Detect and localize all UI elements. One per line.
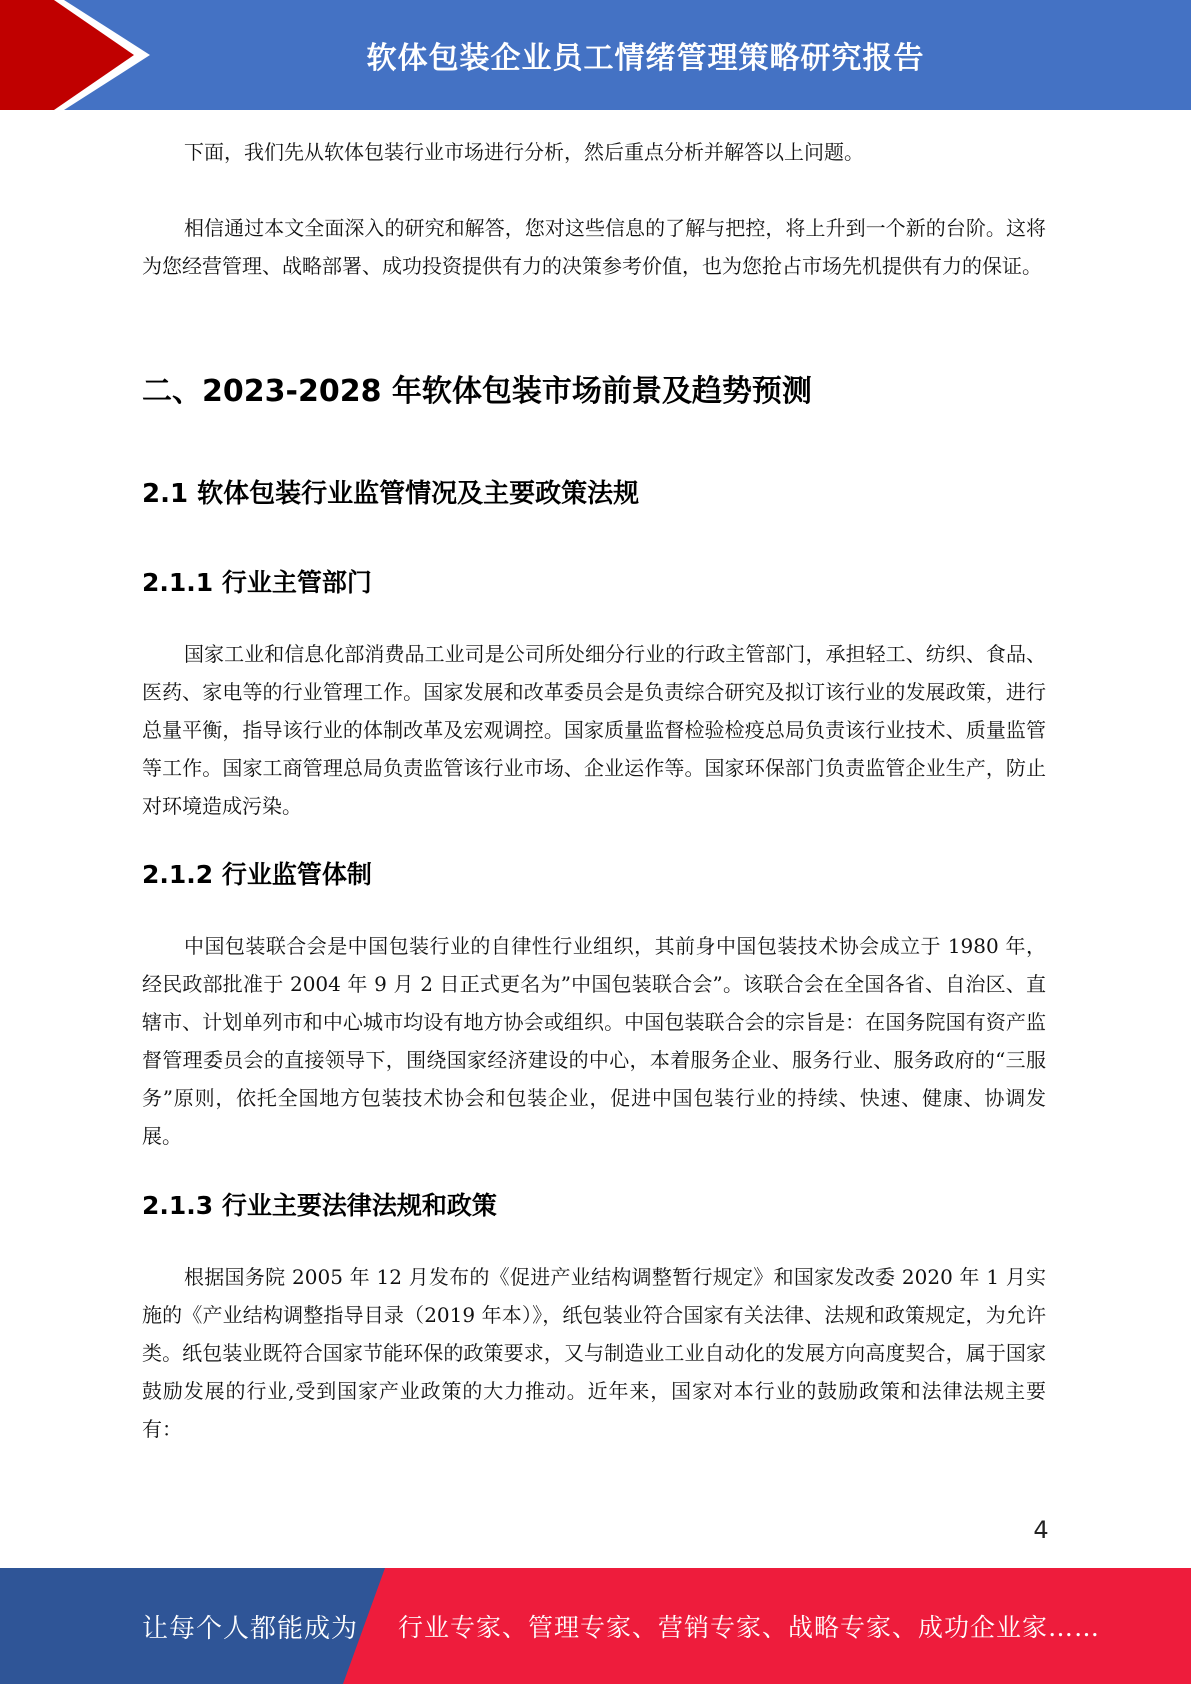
paragraph-2-1-2: 中国包装联合会是中国包装行业的自律性行业组织，其前身中国包装技术协会成立于 1980 年，经民政部批准于 2004 年 9 月 2 日正式更名为”中国包装联合会”。该联合会在全国各省、自治区、直辖市、计划单列市和中心城市均设有地方协会或组织。中国包装联合会的宗旨是：在国务院国有资产监督管理委员会的直接领导下，围绕国家经济建设的中心，本着服务企业、服务行业、服务政府的“三服务”原则，依托全国地方包装技术协会和包装企业，促进中国包装行业的持续、快速、健康、协调发展。 (142, 934, 1046, 1148)
header-title: 软体包装企业员工情绪管理策略研究报告 (366, 41, 925, 76)
footer-slogan-right: 行业专家、管理专家、营销专家、战略专家、成功企业家…… (398, 1613, 1101, 1642)
section-heading-2-1: 2.1 软体包装行业监管情况及主要政策法规 (142, 479, 640, 509)
subsection-heading-2-1-2: 2.1.2 行业监管体制 (142, 860, 372, 889)
header-bar (0, 0, 1191, 110)
paragraph-2-1-3: 根据国务院 2005 年 12 月发布的《促进产业结构调整暂行规定》和国家发改委 2020 年 1 月实施的《产业结构调整指导目录（2019 年本）》，纸包装业符合国家有关法律、法规和政策规定，为允许类。纸包装业既符合国家节能环保的政策要求，又与制造业工业自动化的发展方向高度契合，属于国家鼓励发展的行业,受到国家产业政策的大力推动。近年来，国家对本行业的鼓励政策和法律法规主要有： (142, 1265, 1046, 1441)
subsection-heading-2-1-1: 2.1.1 行业主管部门 (142, 568, 372, 597)
intro-paragraph-1: 下面，我们先从软体包装行业市场进行分析，然后重点分析并解答以上问题。 (184, 140, 864, 164)
footer-slogan-left: 让每个人都能成为 (142, 1613, 359, 1644)
subsection-heading-2-1-3: 2.1.3 行业主要法律法规和政策 (142, 1191, 497, 1220)
intro-paragraph-2: 相信通过本文全面深入的研究和解答，您对这些信息的了解与把控，将上升到一个新的台阶。这将为您经营管理、战略部署、成功投资提供有力的决策参考价值，也为您抢占市场先机提供有力的保证。 (142, 216, 1046, 278)
chapter-heading: 二、2023-2028 年软体包装市场前景及趋势预测 (142, 374, 812, 409)
paragraph-2-1-1: 国家工业和信息化部消费品工业司是公司所处细分行业的行政主管部门，承担轻工、纺织、食品、医药、家电等的行业管理工作。国家发展和改革委员会是负责综合研究及拟订该行业的发展政策，进行总量平衡，指导该行业的体制改革及宏观调控。国家质量监督检验检疫总局负责该行业技术、质量监管等工作。国家工商管理总局负责监管该行业市场、企业运作等。国家环保部门负责监管企业生产，防止对环境造成污染。 (142, 642, 1046, 818)
footer-bar (0, 1568, 1191, 1684)
page-number: 4 (1033, 1516, 1049, 1544)
